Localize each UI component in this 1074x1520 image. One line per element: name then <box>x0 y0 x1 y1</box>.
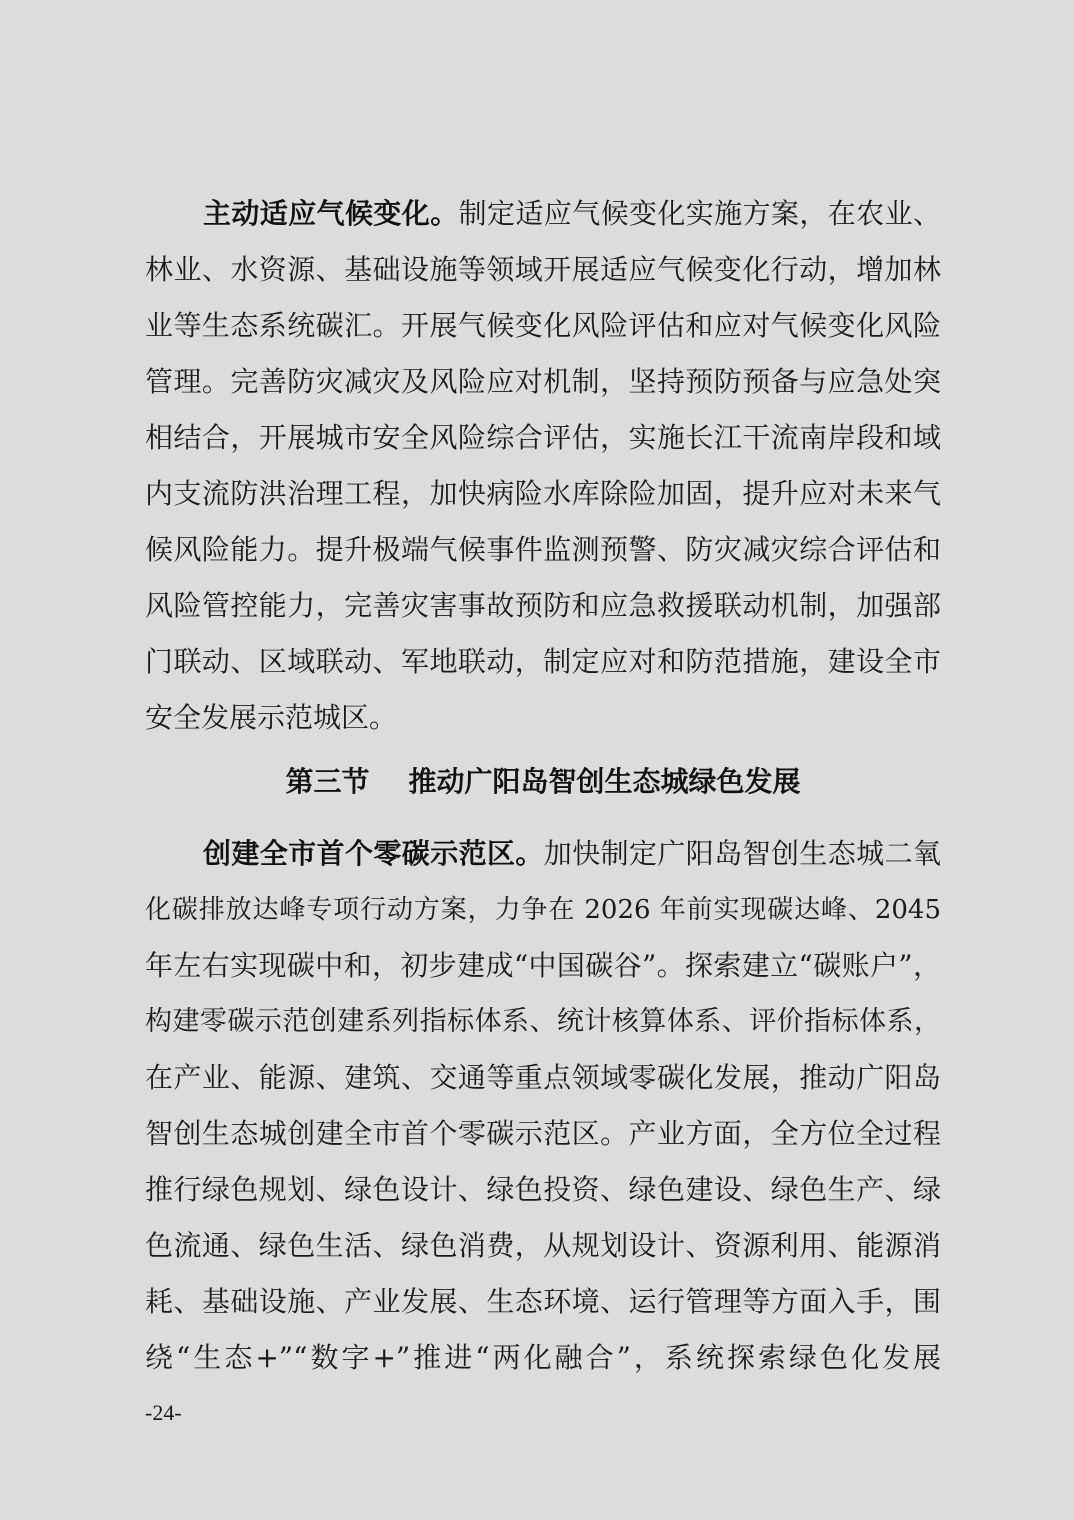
paragraph-zero-carbon-zone <box>145 826 941 1386</box>
paragraph-line-text: 制定适应气候变化实施方案，在农业、 <box>458 197 941 230</box>
paragraph-line: 在产业、能源、建筑、交通等重点领域零碳化发展，推动广阳岛 <box>145 1061 941 1094</box>
paragraph-line-text: 加快制定广阳岛智创生态城二氧 <box>543 837 941 870</box>
paragraph-line: 耗、基础设施、产业发展、生态环境、运行管理等方面入手，围 <box>145 1285 941 1318</box>
section-heading: 第三节 推动广阳岛智创生态城绿色发展 <box>285 765 801 798</box>
paragraph-line: 智创生态城创建全市首个零碳示范区。产业方面，全方位全过程 <box>145 1117 941 1150</box>
paragraph-lead-phrase: 创建全市首个零碳示范区。 <box>203 837 544 870</box>
paragraph-line: 门联动、区域联动、军地联动，制定应对和防范措施，建设全市 <box>145 645 941 678</box>
paragraph-line: 相结合，开展城市安全风险综合评估，实施长江干流南岸段和域 <box>145 421 941 454</box>
paragraph-lead-phrase: 主动适应气候变化。 <box>203 197 459 230</box>
paragraph-line: 内支流防洪治理工程，加快病险水库除险加固，提升应对未来气 <box>145 477 941 510</box>
paragraph-line: 化碳排放达峰专项行动方案，力争在 2026 年前实现碳达峰、2045 <box>145 895 941 925</box>
paragraph-line: 林业、水资源、基础设施等领域开展适应气候变化行动，增加林 <box>145 253 941 286</box>
paragraph-line: 年左右实现碳中和，初步建成“中国碳谷”。探索建立“碳账户”， <box>145 949 941 982</box>
paragraph-line <box>145 186 941 242</box>
paragraph-line: 业等生态系统碳汇。开展气候变化风险评估和应对气候变化风险 <box>145 309 941 342</box>
paragraph-line: 风险管控能力，完善灾害事故预防和应急救援联动机制，加强部 <box>145 589 941 622</box>
page-number: -24- <box>145 1400 182 1425</box>
paragraph-line <box>145 826 941 882</box>
paragraph-line: 管理。完善防灾减灾及风险应对机制，坚持预防预备与应急处突 <box>145 365 941 398</box>
paragraph-line: 安全发展示范城区。 <box>145 701 398 734</box>
paragraph-line: 色流通、绿色生活、绿色消费，从规划设计、资源利用、能源消 <box>145 1229 941 1262</box>
paragraph-line: 绕“生态+”“数字+”推进“两化融合”，系统探索绿色化发展 <box>145 1341 941 1374</box>
paragraph-line: 构建零碳示范创建系列指标体系、统计核算体系、评价指标体系， <box>145 1006 941 1037</box>
paragraph-line: 推行绿色规划、绿色设计、绿色投资、绿色建设、绿色生产、绿 <box>145 1173 941 1206</box>
paragraph-line: 候风险能力。提升极端气候事件监测预警、防灾减灾综合评估和 <box>145 533 941 566</box>
paragraph-adapt-climate-change <box>145 186 941 746</box>
